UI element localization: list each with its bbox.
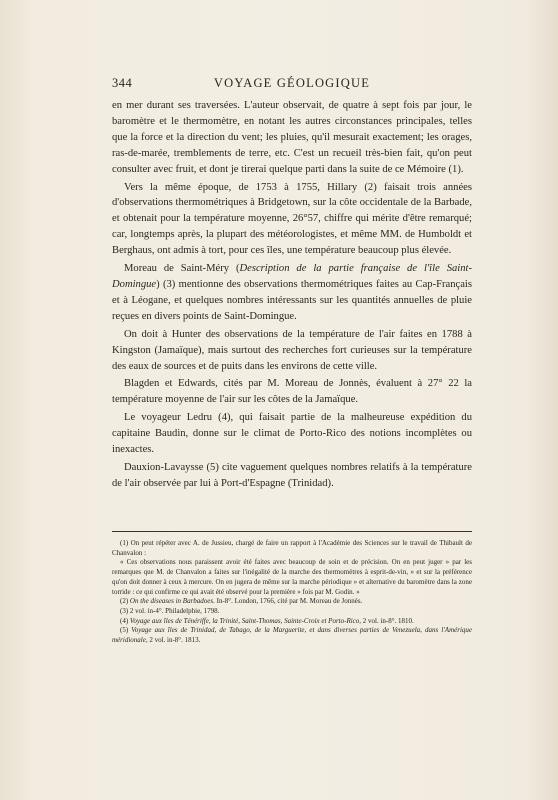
paragraph-moreau-text-b: ) (3) mentionne des observations thermométriques faites au Cap-Français et à Léogane, et quelques nombres intéressants sur les quantités annuelles de pluie reçues en divers points de Saint-Domingue. — [112, 278, 472, 322]
footnote-5 — [112, 626, 472, 645]
paragraph-moreau — [112, 261, 472, 325]
footnote-1: (1) On peut répéter avec A. de Jussieu, chargé de faire un rapport à l'Académie des Sciences sur le travail de Thibault de Chanvalon : — [112, 539, 472, 557]
page-number: 344 — [112, 76, 133, 90]
footnote-divider — [112, 531, 472, 532]
footnotes — [112, 539, 472, 646]
footnote-5-rest: 2 vol. in-8°. 1813. — [147, 636, 201, 645]
paragraph-hillary: Vers la même époque, de 1753 à 1755, Hillary (2) faisait trois années d'observations thermométriques à Bridgetown, sur la côte occidentale de la Barbade, et obtenait pour la température moyenne, 26°57, chiffre qui mérite d'être remarqué; car, longtemps après, la plupart des météorologistes, et même MM. de Humboldt et Berghaus, ont admis à tort, pour ces îles, une température beaucoup plus élevée. — [112, 181, 472, 257]
book-title-italic: Description de la partie française de l'île Saint-Domingue — [112, 263, 472, 290]
paragraph-hunter: On doit à Hunter des observations de la température de l'air faites en 1788 à Kingston (Jamaïque), mais surtout des recherches fort curieuses sur la température des eaux de sources et de puits dans les environs de cette ville. — [112, 328, 472, 372]
footnote-1-quote: « Ces observations nous paraissent avoir été faites avec beaucoup de soin et de précision. On en peut juger » par les remarques que M. de Chanvalon a faites sur l'inégalité de la marche des thermomètres à esprit-de-vin, » et sur la préférence qu'on doit donner à ceux à mercure. On en jugera de même sur la marche périodique » et alternative du baromètre dans la zone torride : ce qui confirme ce qui avait été observé pour la première » fois par M. Godin. » — [112, 558, 472, 596]
main-text — [112, 98, 472, 494]
footnote-4-number: (4) — [120, 616, 130, 625]
footnote-4 — [112, 617, 472, 627]
paragraph-dauxion: Dauxion-Lavaysse (5) cite vaguement quelques nombres relatifs à la température de l'air observée par lui à Port-d'Espagne (Trinidad). — [112, 461, 472, 489]
footnote-3: (3) 2 vol. in-4°. Philadelphie, 1798. — [120, 606, 220, 615]
running-title: VOYAGE GÉOLOGIQUE — [213, 76, 371, 90]
footnote-2 — [112, 597, 472, 607]
footnote-4-rest: 2 vol. in-8°. 1810. — [361, 616, 414, 625]
paragraph-continued: en mer durant ses traversées. L'auteur observait, de quatre à sept fois par jour, le baromètre et le thermomètre, en notant les autres circonstances principales, telles que la force et la direction du vent; les pluies, qu'il mesurait exactement; les orages, ras-de-marée, tremblements de terre, etc. C'est un recueil très-bien fait, qu'on peut consulter avec fruit, et dont je tirerai quelque parti dans la suite de ce Mémoire (1). — [112, 100, 472, 175]
footnote-5-number: (5) — [120, 626, 132, 635]
footnote-2-number: (2) — [120, 597, 130, 606]
running-header — [112, 76, 472, 92]
footnote-4-title: Voyage aux îles de Ténériffe, la Trinité, Saint-Thomas, Sainte-Croix et Porto-Rico, — [129, 616, 362, 625]
paragraph-blagden: Blagden et Edwards, cités par M. Moreau de Jonnès, évaluent à 27° 22 la température moyenne de l'air sur les côtes de la Jamaïque. — [112, 378, 472, 406]
footnote-5-title: Voyage aux îles de Trinidad, de Tabago, de la Marguerite, et dans diverses parties de Venezuela, dans l'Amérique méridionale, — [112, 626, 473, 645]
paragraph-ledru: Le voyageur Ledru (4), qui faisait partie de la malheureuse expédition du capitaine Baudin, donne sur le climat de Porto-Rico des notions incomplètes ou inexactes. — [112, 412, 472, 456]
footnote-2-rest: In-8°. London, 1766, cité par M. Moreau de Jonnès. — [214, 597, 363, 606]
footnote-2-title: On the diseases in Barbadoes. — [129, 597, 215, 606]
paragraph-moreau-text-a: Moreau de Saint-Méry ( — [124, 263, 240, 275]
